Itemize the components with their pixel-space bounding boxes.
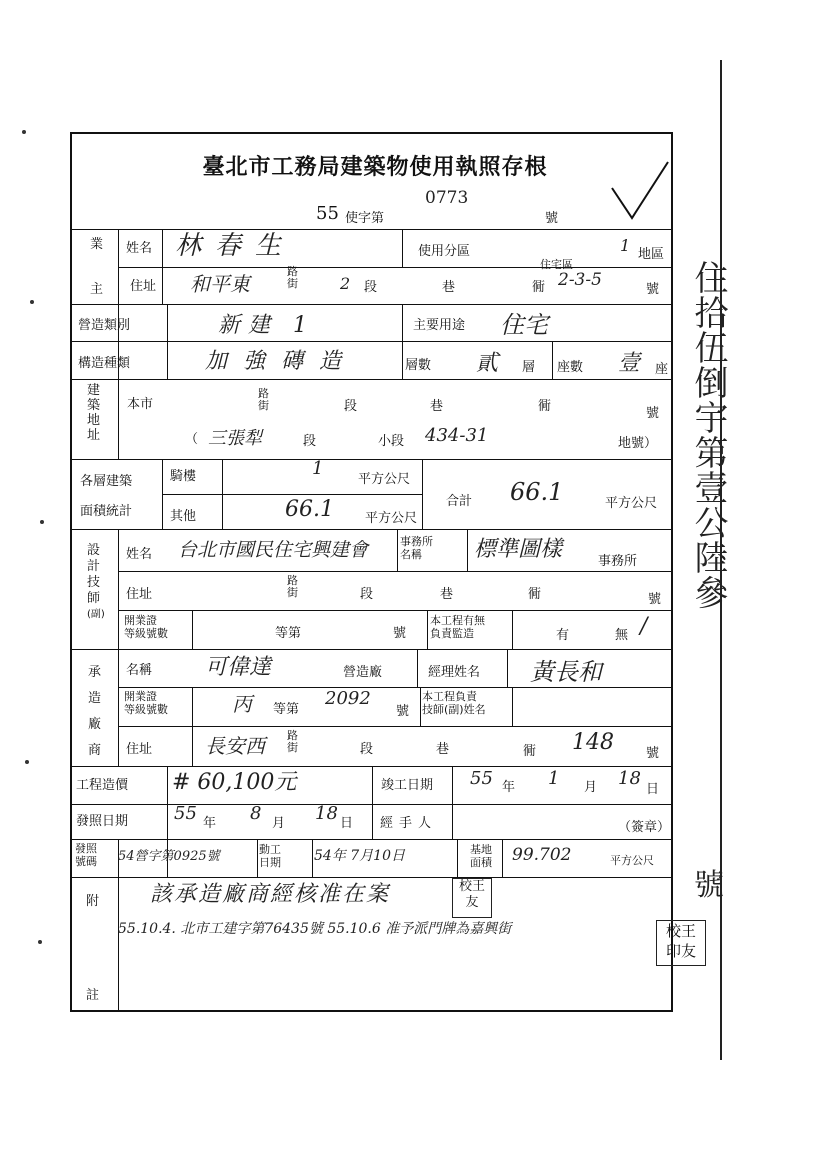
contractor-section-label: 段 (360, 742, 374, 757)
owner-road-label: 路 街 (287, 265, 298, 290)
site-road-label: 路 街 (258, 387, 269, 412)
contractor-grade-number: 2092 (325, 688, 371, 709)
base-area-value: 99.702 (512, 845, 572, 865)
base-area-label: 基地 面積 (470, 843, 492, 869)
area-label-bottom: 面積統計 (80, 504, 133, 519)
serial-number: 0773 (425, 188, 469, 208)
contractor-grade-suffix: 號 (396, 704, 410, 719)
blocks-value: 壹 (618, 351, 641, 376)
zone-value: 住宅區 (540, 258, 573, 271)
contractor-name-suffix: 營造廠 (343, 665, 383, 680)
contractor-grade-label: 等第 (273, 702, 300, 717)
zone-label: 使用分區 (418, 244, 471, 259)
permit-value: 54營字第0925號 (118, 849, 220, 864)
contractor-alley-label: 衕 (523, 744, 537, 759)
permit-label: 發照 號碼 (75, 842, 97, 868)
main-use-value: 住宅 (500, 311, 548, 339)
owner-number-label: 號 (646, 282, 660, 297)
contractor-address-value: 長安西 (205, 734, 265, 758)
designer-alley-label: 衕 (528, 587, 542, 602)
remarks-line-2: 55.10.4. 北市工建字第76435號 55.10.6 准予派門牌為嘉興街 (118, 921, 512, 937)
completion-month-unit: 月 (584, 780, 598, 795)
supervise-value: / (640, 614, 648, 639)
manager-label: 經理姓名 (428, 665, 481, 680)
sign-label: （簽章） (618, 820, 671, 835)
site-section-label: 段 (344, 399, 358, 414)
issue-day-unit: 日 (340, 816, 354, 831)
start-date-label: 動工 日期 (259, 843, 281, 869)
completion-year: 55 (470, 768, 493, 789)
contractor-number-value: 148 (572, 730, 614, 755)
contractor-tech-label: 本工程負責 技師(副)姓名 (422, 690, 486, 716)
owner-lane-label: 巷 (442, 280, 456, 295)
issue-day: 18 (315, 803, 338, 824)
other-area-label: 其他 (170, 509, 197, 524)
document-title: 臺北市工務局建築物使用執照存根 (202, 154, 548, 180)
arcade-value: 1 (312, 458, 324, 479)
owner-group-label-2: 主 (90, 282, 104, 297)
official-seal: 校王 印友 (656, 920, 706, 966)
site-subsection-label: 小段 (378, 434, 405, 449)
owner-group-label-1: 業 (90, 237, 104, 252)
zone-suffix: 地區 (638, 247, 665, 262)
designer-road-label: 路 街 (287, 574, 298, 599)
blocks-label: 座數 (557, 360, 584, 375)
issue-year: 55 (174, 803, 197, 824)
total-area-value: 66.1 (510, 478, 564, 506)
designer-section-label: 段 (360, 587, 374, 602)
scan-speck (40, 520, 44, 524)
side-fragment-number: 號 (694, 868, 724, 903)
approval-stamp: 校王 友 (452, 878, 492, 918)
construction-type-label: 營造類別 (78, 318, 131, 333)
construction-type-value: 新建 1 (218, 313, 315, 338)
other-area-value: 66.1 (285, 497, 334, 522)
other-area-unit: 平方公尺 (365, 511, 418, 526)
supervise-yes: 有 (556, 628, 570, 643)
scan-speck (38, 940, 42, 944)
designer-office-suffix: 事務所 (598, 554, 638, 569)
contractor-address-label: 住址 (126, 742, 153, 757)
designer-address-label: 住址 (126, 587, 153, 602)
designer-office-label: 事務所 名稱 (400, 535, 433, 561)
structure-value: 加強磚造 (205, 349, 358, 374)
remarks-label-top: 附 (86, 894, 100, 909)
designer-lane-label: 巷 (440, 587, 454, 602)
site-alley-label: 衕 (538, 399, 552, 414)
owner-section-label: 段 (364, 280, 378, 295)
designer-group-label: 設 計 技 師 (副) (87, 543, 105, 620)
designer-license-label: 開業證 等級號數 (124, 614, 168, 640)
owner-number-value: 2-3-5 (558, 270, 602, 290)
owner-name-value: 林春生 (175, 231, 296, 261)
completion-day-unit: 日 (646, 782, 660, 797)
floors-value: 貳 (476, 351, 499, 376)
designer-office-value: 標準圖樣 (474, 537, 563, 562)
total-area-unit: 平方公尺 (605, 496, 658, 511)
designer-grade-label: 等第 (275, 626, 302, 641)
designer-grade-suffix: 號 (393, 626, 407, 641)
handler-label: 經手人 (380, 816, 438, 831)
floors-unit: 層 (522, 360, 536, 375)
cost-label: 工程造價 (76, 778, 129, 793)
main-use-label: 主要用途 (413, 318, 466, 333)
completion-label: 竣工日期 (381, 778, 434, 793)
owner-section-value: 2 (340, 274, 351, 293)
contractor-lane-label: 巷 (436, 742, 450, 757)
contractor-number-label: 號 (646, 746, 660, 761)
license-prefix-label: 使字第 (345, 211, 385, 226)
scan-speck (30, 300, 34, 304)
remarks-label-bottom: 註 (86, 988, 100, 1003)
issue-year-unit: 年 (203, 816, 217, 831)
site-number-label: 號 (646, 406, 660, 421)
issue-date-label: 發照日期 (76, 814, 129, 829)
site-lot-label: 地號） (618, 436, 658, 451)
contractor-road-label: 路 街 (287, 729, 298, 754)
completion-month: 1 (548, 768, 560, 789)
completion-year-unit: 年 (502, 780, 516, 795)
contractor-group-label: 承 造 廠 商 (88, 665, 102, 758)
supervise-label: 本工程有無 負責監造 (430, 614, 485, 640)
designer-name-label: 姓名 (126, 547, 153, 562)
owner-alley-label: 衕 (532, 280, 546, 295)
contractor-name-label: 名稱 (126, 663, 153, 678)
completion-day: 18 (618, 768, 641, 789)
contractor-license-label: 開業證 等級號數 (124, 690, 168, 716)
scan-speck (25, 760, 29, 764)
total-area-label: 合計 (446, 494, 473, 509)
supervise-no: 無 (615, 628, 629, 643)
contractor-name-value: 可偉達 (205, 655, 272, 680)
base-area-unit: 平方公尺 (610, 854, 654, 867)
license-prefix-number: 55 (316, 203, 339, 224)
site-district-value: 三張犁 (208, 428, 262, 449)
floors-label: 層數 (405, 358, 432, 373)
blocks-unit: 座 (655, 362, 669, 377)
site-district-label: 段 (303, 434, 317, 449)
site-city: 本市 (127, 397, 154, 412)
contractor-grade-value: 丙 (232, 692, 252, 716)
owner-address-street: 和平東 (190, 272, 250, 296)
side-fragment-text: 住拾伍倒宇第壹公陸參 (688, 260, 728, 610)
designer-name-value: 台北市國民住宅興建會 (178, 539, 369, 561)
scan-speck (22, 130, 26, 134)
cost-value: # 60,100元 (172, 770, 297, 795)
start-date-value: 54年 7月10日 (314, 848, 405, 864)
remarks-line-1: 該承造廠商經核准在案 (150, 882, 391, 907)
site-open-paren: （ (185, 432, 199, 447)
issue-month: 8 (250, 803, 262, 824)
arcade-unit: 平方公尺 (358, 472, 411, 487)
license-suffix-label: 號 (545, 211, 559, 226)
owner-name-label: 姓名 (126, 241, 153, 256)
area-label-top: 各層建築 (80, 474, 133, 489)
zone-number: 1 (620, 236, 631, 255)
owner-address-label: 住址 (130, 279, 157, 294)
site-label: 建 築 地 址 (87, 383, 101, 443)
site-lot-value: 434-31 (425, 425, 489, 446)
arcade-label: 騎樓 (170, 469, 197, 484)
site-lane-label: 巷 (430, 399, 444, 414)
manager-value: 黃長和 (530, 658, 602, 686)
issue-month-unit: 月 (272, 816, 286, 831)
designer-number-label: 號 (648, 592, 662, 607)
structure-label: 構造種類 (78, 356, 131, 371)
